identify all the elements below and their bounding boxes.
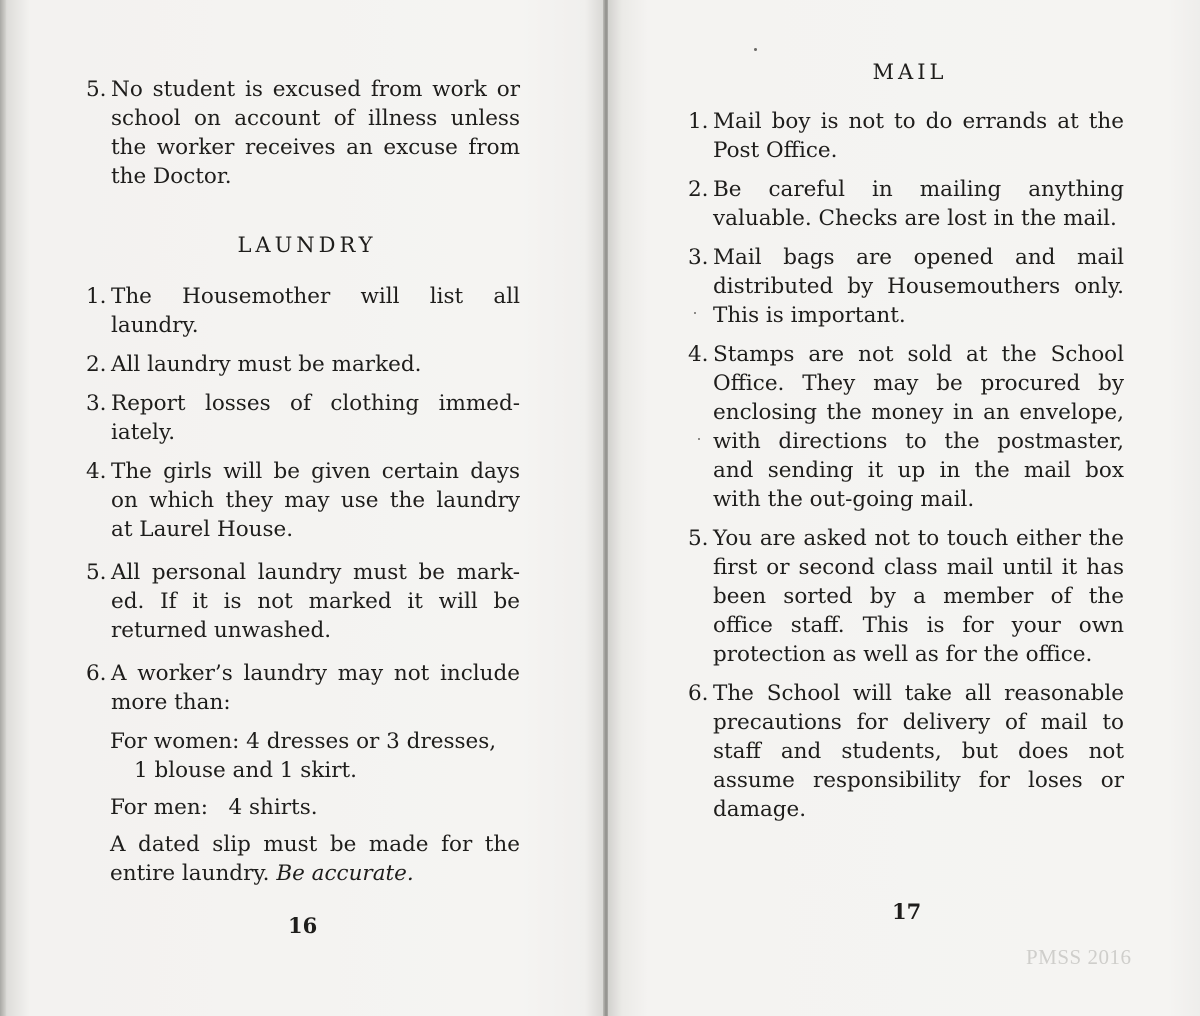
mail-rule	[688, 175, 1124, 233]
rule-number: 5.	[86, 77, 107, 102]
laundry-rule	[86, 282, 520, 340]
rule-text: Report losses of clothing immed-iately.	[111, 391, 520, 445]
rule-number: 3.	[86, 391, 107, 416]
mail-rule	[688, 524, 1124, 669]
rule-text: Mail bags are opened and mail distributed by Housemouthers only. This is important.	[713, 245, 1124, 328]
mail-rule	[688, 107, 1124, 165]
laundry-rule	[86, 389, 520, 447]
rule-number: 1.	[688, 109, 709, 134]
rule-number: 5.	[688, 526, 709, 551]
mail-rule	[688, 340, 1124, 514]
paper-speck	[694, 312, 696, 314]
right-page	[608, 0, 1200, 1016]
right-column	[688, 58, 1124, 834]
page-edge	[0, 0, 6, 1016]
rule-number: 3.	[688, 245, 709, 270]
rule-text: Stamps are not sold at the School Office. They may be procured by enclosing the money in an envelope, with directions to the postmaster, and sending it up in the mail box with the out-going mail.	[713, 342, 1124, 512]
mail-rule	[688, 679, 1124, 824]
rule-text: No student is excused from work or school on account of illness unless the worker receives an excuse from the Doctor.	[111, 77, 520, 189]
rule-text: Be careful in mailing anything valuable. Checks are lost in the mail.	[713, 177, 1124, 231]
rule-text: The School will take all reasonable precautions for delivery of mail to staff and students, but does not assume responsibility for loses or damage.	[713, 681, 1124, 822]
dated-slip-note	[86, 830, 520, 888]
rule-text: The girls will be given certain days on which they may use the laundry at Laurel House.	[111, 459, 520, 542]
paper-speck	[754, 48, 757, 51]
paper-speck	[698, 438, 700, 440]
rule-text: The Housemother will list all laundry.	[111, 284, 520, 338]
left-column	[86, 75, 520, 896]
women-line: For women: 4 dresses or 3 dresses,	[110, 729, 497, 754]
watermark: PMSS 2016	[1026, 945, 1132, 969]
mail-heading: MAIL	[872, 60, 948, 84]
laundry-rule	[86, 350, 520, 379]
rule-text: All laundry must be marked.	[111, 352, 422, 377]
rule-number: 5.	[86, 560, 107, 585]
rule-number: 6.	[86, 661, 107, 686]
mail-rule	[688, 243, 1124, 330]
women-allowance	[86, 727, 520, 785]
be-accurate-text: Be accurate.	[276, 861, 414, 886]
women-line-continued: 1 blouse and 1 skirt.	[134, 758, 357, 783]
dated-slip-text: A dated slip must be made for the entire laundry.	[110, 832, 520, 886]
rule-number: 2.	[688, 177, 709, 202]
rule-text: A worker’s laundry may not include more than:	[111, 661, 520, 715]
rule-number: 6.	[688, 681, 709, 706]
rule-text: All personal laundry must be mark-ed. If it is not marked it will be returned unwashed.	[111, 560, 520, 643]
laundry-rule	[86, 659, 520, 717]
men-allowance: For men: 4 shirts.	[110, 795, 318, 820]
rule-number: 1.	[86, 284, 107, 309]
rule-item	[86, 75, 520, 191]
rule-text: Mail boy is not to do errands at the Post Office.	[713, 109, 1124, 163]
laundry-rule	[86, 457, 520, 544]
rule-number: 4.	[86, 459, 107, 484]
page-number: 16	[288, 913, 318, 938]
rule-number: 4.	[688, 342, 709, 367]
page-number: 17	[892, 899, 922, 924]
laundry-rule	[86, 558, 520, 645]
rule-number: 2.	[86, 352, 107, 377]
laundry-heading: LAUNDRY	[237, 233, 377, 257]
rule-text: You are asked not to touch either the first or second class mail until it has been sorted by a member of the office staff. This is for your own protection as well as for the office.	[713, 526, 1124, 667]
